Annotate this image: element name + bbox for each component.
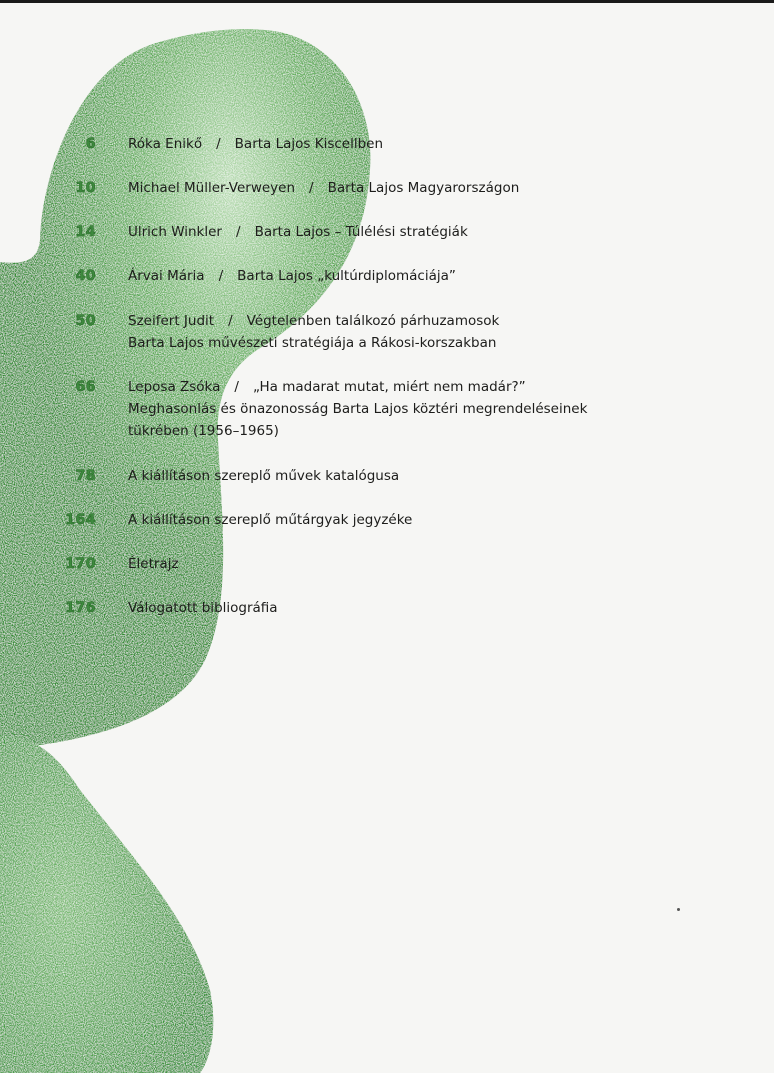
toc-text: A kiállításon szereplő művek katalógusa: [128, 468, 400, 484]
toc-author: Michael Müller-Verweyen: [128, 180, 296, 196]
toc-page-number: 40: [75, 268, 96, 284]
toc-page-number: 66: [75, 379, 96, 395]
toc-author: Róka Enikő: [128, 136, 203, 152]
toc-title: Barta Lajos Kiscellben: [234, 136, 384, 152]
toc-page-number: 170: [65, 556, 96, 572]
toc-title: Barta Lajos Magyarországon: [327, 180, 520, 196]
toc-author: Leposa Zsóka: [128, 379, 221, 395]
toc-text: Életrajz: [128, 556, 179, 572]
toc-text: Meghasonlás és önazonosság Barta Lajos köztéri megrendeléseinek: [128, 401, 588, 417]
toc-separator: /: [218, 268, 224, 284]
toc-line: [128, 597, 278, 619]
toc-separator: /: [309, 180, 314, 196]
toc-line: [128, 376, 526, 398]
toc-page-number: 10: [75, 180, 96, 196]
toc-page-number: 176: [65, 600, 96, 616]
toc-title: Barta Lajos „kultúrdiplomáciája”: [237, 268, 456, 284]
toc-line: [128, 553, 179, 575]
toc-separator: /: [216, 136, 221, 152]
toc-separator: /: [236, 224, 241, 240]
toc-text: Barta Lajos művészeti stratégiája a Rákosi-korszakban: [128, 335, 497, 351]
toc-line: [128, 221, 468, 243]
toc-separator: /: [228, 313, 233, 329]
toc-line: [128, 509, 412, 531]
toc-title: Barta Lajos – Túlélési stratégiák: [254, 224, 468, 240]
toc-text: tükrében (1956–1965): [128, 423, 279, 439]
toc-separator: /: [234, 379, 239, 395]
toc-author: Szeifert Judit: [128, 313, 215, 329]
toc-text: Válogatott bibliográfia: [128, 600, 278, 616]
toc-author: Árvai Mária: [128, 268, 205, 284]
toc-line: [128, 177, 519, 199]
toc-title: Végtelenben találkozó párhuzamosok: [246, 313, 500, 329]
toc-line: [128, 310, 499, 332]
toc-page-number: 6: [85, 136, 96, 152]
toc-title: „Ha madarat mutat, miért nem madár?”: [252, 379, 526, 395]
toc-line: [128, 265, 456, 287]
toc-line: [128, 332, 496, 354]
toc-text: A kiállításon szereplő műtárgyak jegyzéke: [128, 512, 413, 528]
paper-speck: [677, 908, 680, 911]
toc-page-number: 50: [75, 313, 96, 329]
toc-line: [128, 398, 587, 420]
toc-line: [128, 133, 383, 155]
toc-author: Ulrich Winkler: [128, 224, 222, 240]
toc-page-number: 14: [75, 224, 96, 240]
toc-line: [128, 465, 399, 487]
toc-page-number: 78: [75, 468, 96, 484]
toc-page-number: 164: [65, 512, 96, 528]
toc-line: [128, 420, 279, 442]
